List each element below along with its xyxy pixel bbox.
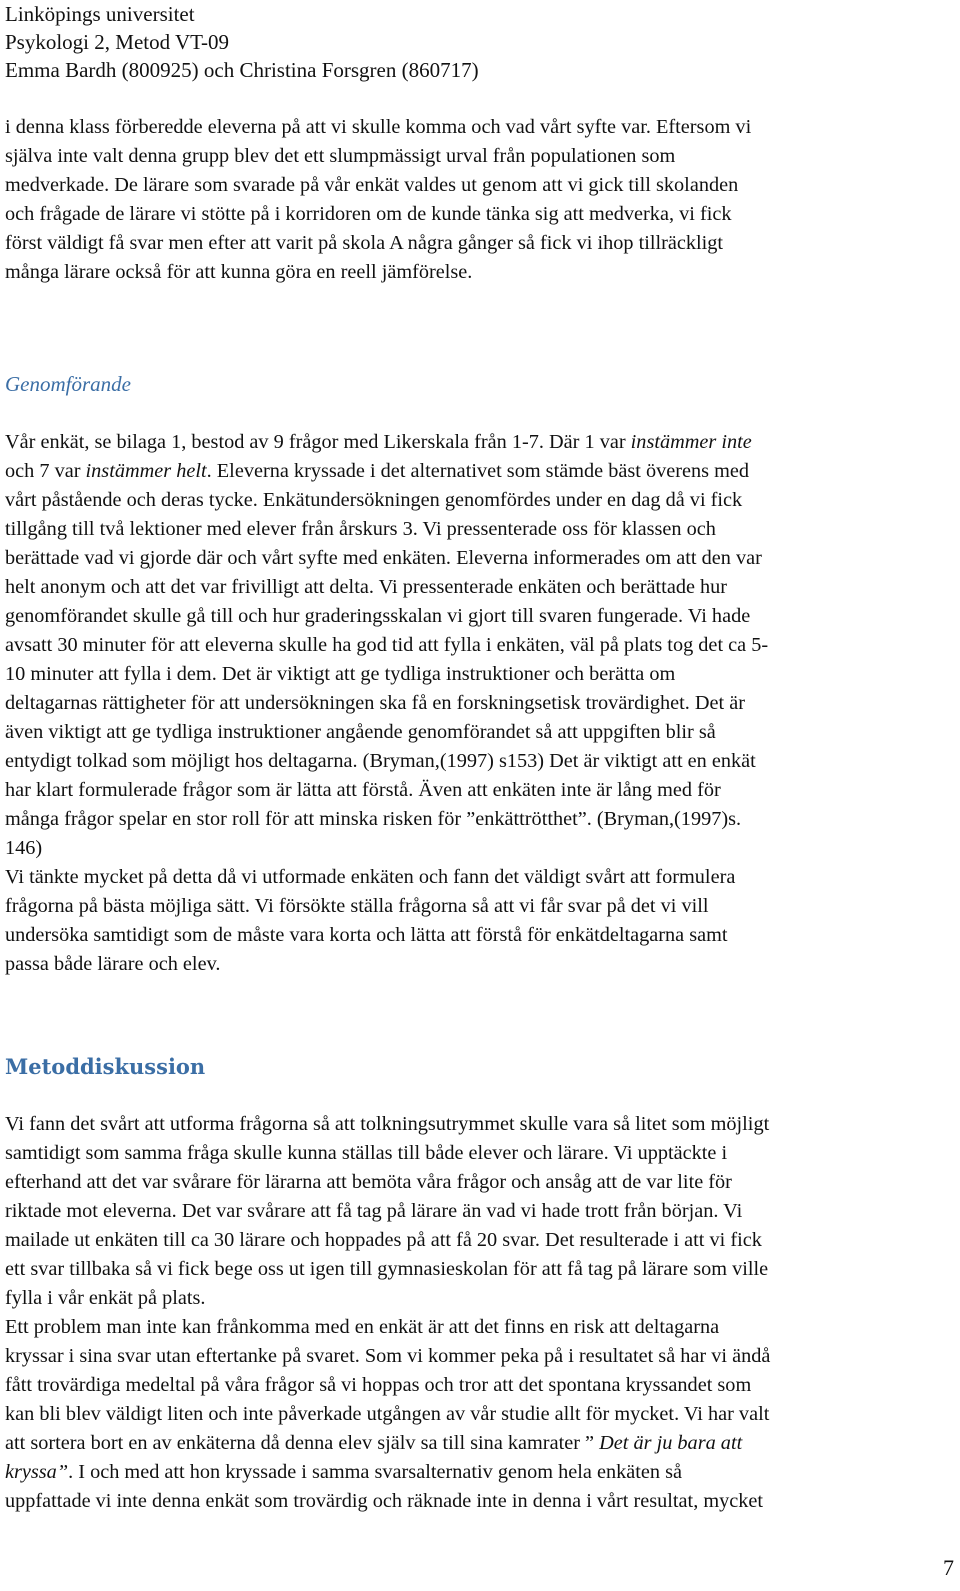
document-header <box>5 0 479 84</box>
text-line: fylla i vår enkät på plats. <box>5 1287 206 1309</box>
text-line: deltagarnas rättigheter för att undersökningen ska få en forskningsetisk trovärdighet. Det är <box>5 692 746 714</box>
text-line: Ett problem man inte kan frånkomma med en enkät är att det finns en risk att deltagarna <box>5 1316 720 1338</box>
text-line: kryssar i sina svar utan eftertanke på svaret. Som vi kommer peka på i resultatet så har vi ändå <box>5 1345 771 1367</box>
section-heading-metoddiskussion: Metoddiskussion <box>5 1054 206 1079</box>
text-line: helt anonym och att det var frivilligt att delta. Vi pressenterade enkäten och berättade hur <box>5 576 728 598</box>
text-line: vårt påstående och deras tycke. Enkätundersökningen genomfördes under en dag då vi fick <box>5 489 743 511</box>
text-line: många frågor spelar en stor roll för att minska risken för ”enkättrötthet”. (Bryman,(1997)s. <box>5 808 742 830</box>
text-line: riktade mot eleverna. Det var svårare att få tag på lärare än vad vi hade trott från början. Vi <box>5 1200 743 1222</box>
text-line: 146) <box>5 837 43 859</box>
text-line: genomförandet skulle gå till och hur graderingsskalan vi gjort till svaren fungerade. Vi hade <box>5 605 751 627</box>
text-line: Vi tänkte mycket på detta då vi utformade enkäten och fann det väldigt svårt att formulera <box>5 866 736 888</box>
header-course: Psykologi 2, Metod VT-09 <box>5 30 230 54</box>
text-line: fått trovärdiga medeltal på våra frågor så vi hoppas och tror att det spontana kryssandet som <box>5 1374 752 1396</box>
text-line: undersöka samtidigt som de måste vara korta och lätta att förstå för enkätdeltagarna samt <box>5 924 728 946</box>
text-line: uppfattade vi inte denna enkät som trovärdig och räknade inte in denna i vårt resultat, mycket <box>5 1490 764 1512</box>
text-line: samtidigt som samma fråga skulle kunna ställas till både elever och lärare. Vi upptäckte i <box>5 1142 728 1164</box>
genomforande-paragraph <box>5 428 955 979</box>
text-run: . I och med att hon kryssade i samma svarsalternativ genom hela enkäten så <box>68 1461 682 1483</box>
text-line: efterhand att det var svårare för lärarna att bemöta våra frågor och ansåg att de var lite för <box>5 1171 732 1193</box>
text-line <box>5 428 955 457</box>
text-line <box>5 1429 955 1458</box>
text-run: att sortera bort en av enkäterna då denna elev själv sa till sina kamrater ” <box>5 1432 600 1454</box>
text-line: ett svar tillbaka så vi fick bege oss ut igen till gymnasieskolan för att få tag på lärare som ville <box>5 1258 769 1280</box>
text-line: först väldigt få svar men efter att varit på skola A några gånger så fick vi ihop tillräckligt <box>5 232 724 254</box>
text-line: entydigt tolkad som möjligt hos deltagarna. (Bryman,(1997) s153) Det är viktigt att en enkät <box>5 750 756 772</box>
italic-quote: kryssa” <box>5 1461 69 1483</box>
text-line <box>5 457 955 486</box>
text-line: i denna klass förberedde eleverna på att vi skulle komma och vad vårt syfte var. Eftersom vi <box>5 116 752 138</box>
text-run: och 7 var <box>5 460 86 482</box>
text-line: medverkade. De lärare som svarade på vår enkät valdes ut genom att vi gick till skolanden <box>5 174 739 196</box>
text-line: Vi fann det svårt att utforma frågorna så att tolkningsutrymmet skulle vara så litet som möjligt <box>5 1113 770 1135</box>
section-heading-genomforande: Genomförande <box>5 372 131 396</box>
metoddiskussion-paragraph <box>5 1110 955 1516</box>
text-run: . Eleverna kryssade i det alternativet som stämde bäst överens med <box>206 460 750 482</box>
text-line: avsatt 30 minuter för att eleverna skulle ha god tid att fylla i enkäten, väl på plats tog det ca 5- <box>5 634 769 656</box>
italic-quote: Det är ju bara att <box>599 1432 743 1454</box>
text-run: Vår enkät, se bilaga 1, bestod av 9 frågor med Likerskala från 1-7. Där 1 var <box>5 431 631 453</box>
italic-term: instämmer helt <box>85 460 207 482</box>
text-line: och frågade de lärare vi stötte på i korridoren om de kunde tänka sig att medverka, vi fick <box>5 203 732 225</box>
text-line <box>5 1458 955 1487</box>
text-line: berättade vad vi gjorde där och vårt syfte med enkäten. Eleverna informerades om att den var <box>5 547 762 569</box>
italic-term: instämmer inte <box>630 431 752 453</box>
text-line: själva inte valt denna grupp blev det ett slumpmässigt urval från populationen som <box>5 145 676 167</box>
text-line: många lärare också för att kunna göra en reell jämförelse. <box>5 261 473 283</box>
text-line: 10 minuter att fylla i dem. Det är viktigt att ge tydliga instruktioner och berätta om <box>5 663 676 685</box>
text-line: frågorna på bästa möjliga sätt. Vi försökte ställa frågorna så att vi får svar på det vi vill <box>5 895 709 917</box>
intro-paragraph <box>5 113 955 287</box>
text-line: har klart formulerade frågor som är lätta att förstå. Även att enkäten inte är lång med för <box>5 779 721 801</box>
text-line: kan bli blev väldigt liten och inte påverkade utgången av vår studie allt för mycket. Vi har valt <box>5 1403 770 1425</box>
text-line: tillgång till två lektioner med elever från årskurs 3. Vi pressenterade oss för klassen och <box>5 518 716 540</box>
text-line: även viktigt att ge tydliga instruktioner angående genomförandet så att uppgiften blir så <box>5 721 716 743</box>
text-line: mailade ut enkäten till ca 30 lärare och hoppades på att få 20 svar. Det resulterade i att vi fick <box>5 1229 762 1251</box>
text-line: passa både lärare och elev. <box>5 953 221 975</box>
header-authors: Emma Bardh (800925) och Christina Forsgren (860717) <box>5 58 479 82</box>
page-number: 7 <box>943 1555 954 1580</box>
header-university: Linköpings universitet <box>5 2 195 26</box>
